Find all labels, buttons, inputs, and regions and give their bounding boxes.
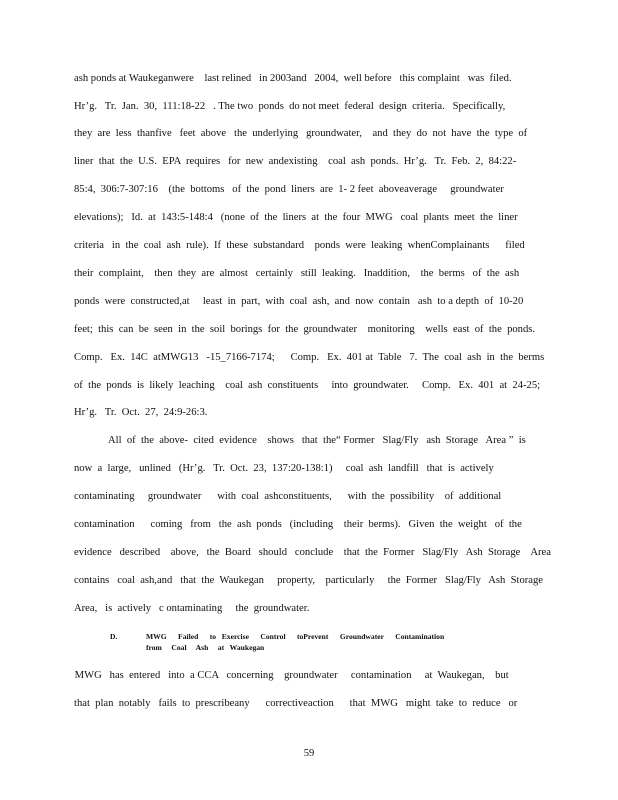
text-line: 85:4, 306:7-307:16 (the bottoms of the pond liners are 1- 2 feet aboveaverage groundwater	[74, 184, 504, 195]
text-line: their complaint, then they are almost certainly still leaking. Inaddition, the berms of the ash	[74, 268, 520, 279]
text-line: that plan notably fails to prescribeany correctiveaction that MWG might take to reduce or	[74, 698, 518, 709]
text-line: liner that the U.S. EPA requires for new andexisting coal ash ponds. Hr’g. Tr. Feb. 2, 84:22-	[74, 156, 517, 167]
text-line: Hr’g. Tr. Oct. 27, 24:9-26:3.	[74, 407, 208, 418]
text-line: All of the above- cited evidence shows that the“ Former Slag/Fly ash Storage Area ” is	[108, 435, 526, 446]
text-line: MWG has entered into a CCA concerning groundwater contamination at Waukegan, but	[72, 670, 509, 681]
text-line: evidence described above, the Board should conclude that the Former Slag/Fly Ash Storage Area	[74, 547, 551, 558]
text-line: Comp. Ex. 14C atMWG13 -15_7166-7174; Comp. Ex. 401 at Table 7. The coal ash in the berms	[74, 352, 545, 363]
text-line: Hr’g. Tr. Jan. 30, 111:18-22 . The two ponds do not meet federal design criteria. Specifically,	[74, 101, 506, 112]
text-line: they are less thanfive feet above the underlying groundwater, and they do not have the type of	[74, 128, 528, 139]
text-line: ash ponds at Waukeganwere last relined in 2003and 2004, well before this complaint was filed.	[74, 73, 512, 84]
text-line: contains coal ash,and that the Waukegan property, particularly the Former Slag/Fly Ash Storage	[74, 575, 543, 586]
text-line: elevations); Id. at 143:5-148:4 (none of the liners at the four MWG coal plants meet the liner	[74, 212, 518, 223]
text-line: of the ponds is likely leaching coal ash constituents into groundwater. Comp. Ex. 401 at 24-25;	[74, 380, 541, 391]
text-line: Area, is actively c ontaminating the groundwater.	[74, 603, 310, 614]
text-line: criteria in the coal ash rule). If these substandard ponds were leaking whenComplainants filed	[74, 240, 525, 251]
text-line: feet; this can be seen in the soil borings for the groundwater monitoring wells east of the ponds.	[74, 324, 536, 335]
text-line: ponds were constructed,at least in part, with coal ash, and now contain ash to a depth of 10-20	[74, 296, 524, 307]
text-line: contamination coming from the ash ponds (including their berms). Given the weight of the	[74, 519, 522, 530]
section-letter: D.	[110, 632, 118, 641]
section-heading-line-2: from Coal Ash at Waukegan	[146, 643, 265, 652]
text-line: now a large, unlined (Hr’g. Tr. Oct. 23, 137:20-138:1) coal ash landfill that is actively	[74, 463, 494, 474]
section-heading-line-1: MWG Failed to Exercise Control toPrevent Groundwater Contamination	[146, 632, 445, 641]
text-line: contaminating groundwater with coal ashconstituents, with the possibility of additional	[74, 491, 502, 502]
page-number: 59	[303, 748, 315, 759]
